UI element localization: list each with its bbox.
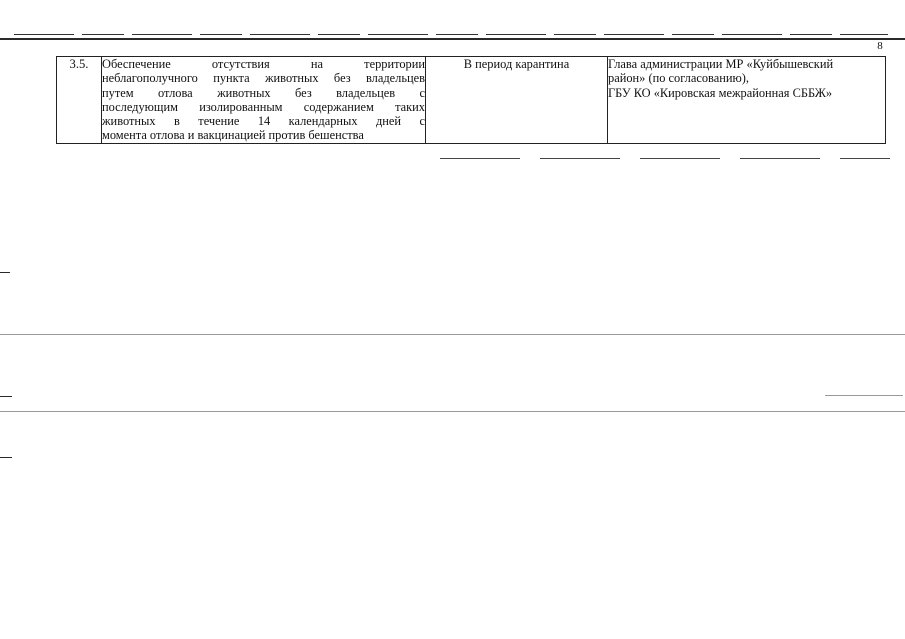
description-line: Обеспечение отсутствия на территории [102, 57, 425, 71]
separator-line [0, 334, 905, 335]
responsible-line: Глава администрации МР «Куйбышевский [608, 57, 834, 71]
measure-description [102, 57, 426, 144]
right-mark [825, 395, 903, 396]
description-line: путем отлова животных без владельцев с [102, 85, 425, 100]
bottom-dash-line [440, 158, 890, 159]
row-number: 3.5. [57, 57, 102, 144]
top-rule [0, 38, 905, 40]
table-row [57, 57, 886, 144]
responsible-cell [608, 57, 886, 144]
responsible-line: район» (по согласованию), [608, 71, 749, 86]
period-cell: В период карантина [426, 57, 608, 144]
description-line: неблагополучного пункта животных без владельцев [102, 71, 425, 86]
responsible-line: ГБУ КО «Кировская межрайонная СББЖ» [608, 85, 833, 100]
margin-mark [0, 272, 10, 273]
measures-table [56, 56, 886, 144]
page-number: 8 [877, 40, 883, 52]
description-line: животных в течение 14 календарных дней с [102, 114, 425, 129]
description-line: последующим изолированным содержанием таких [102, 99, 425, 114]
margin-mark [0, 396, 12, 397]
margin-mark [0, 457, 12, 458]
description-line: момента отлова и вакцинацией против бешенства [102, 128, 364, 143]
top-dash-line [14, 34, 888, 35]
separator-line [0, 411, 905, 412]
